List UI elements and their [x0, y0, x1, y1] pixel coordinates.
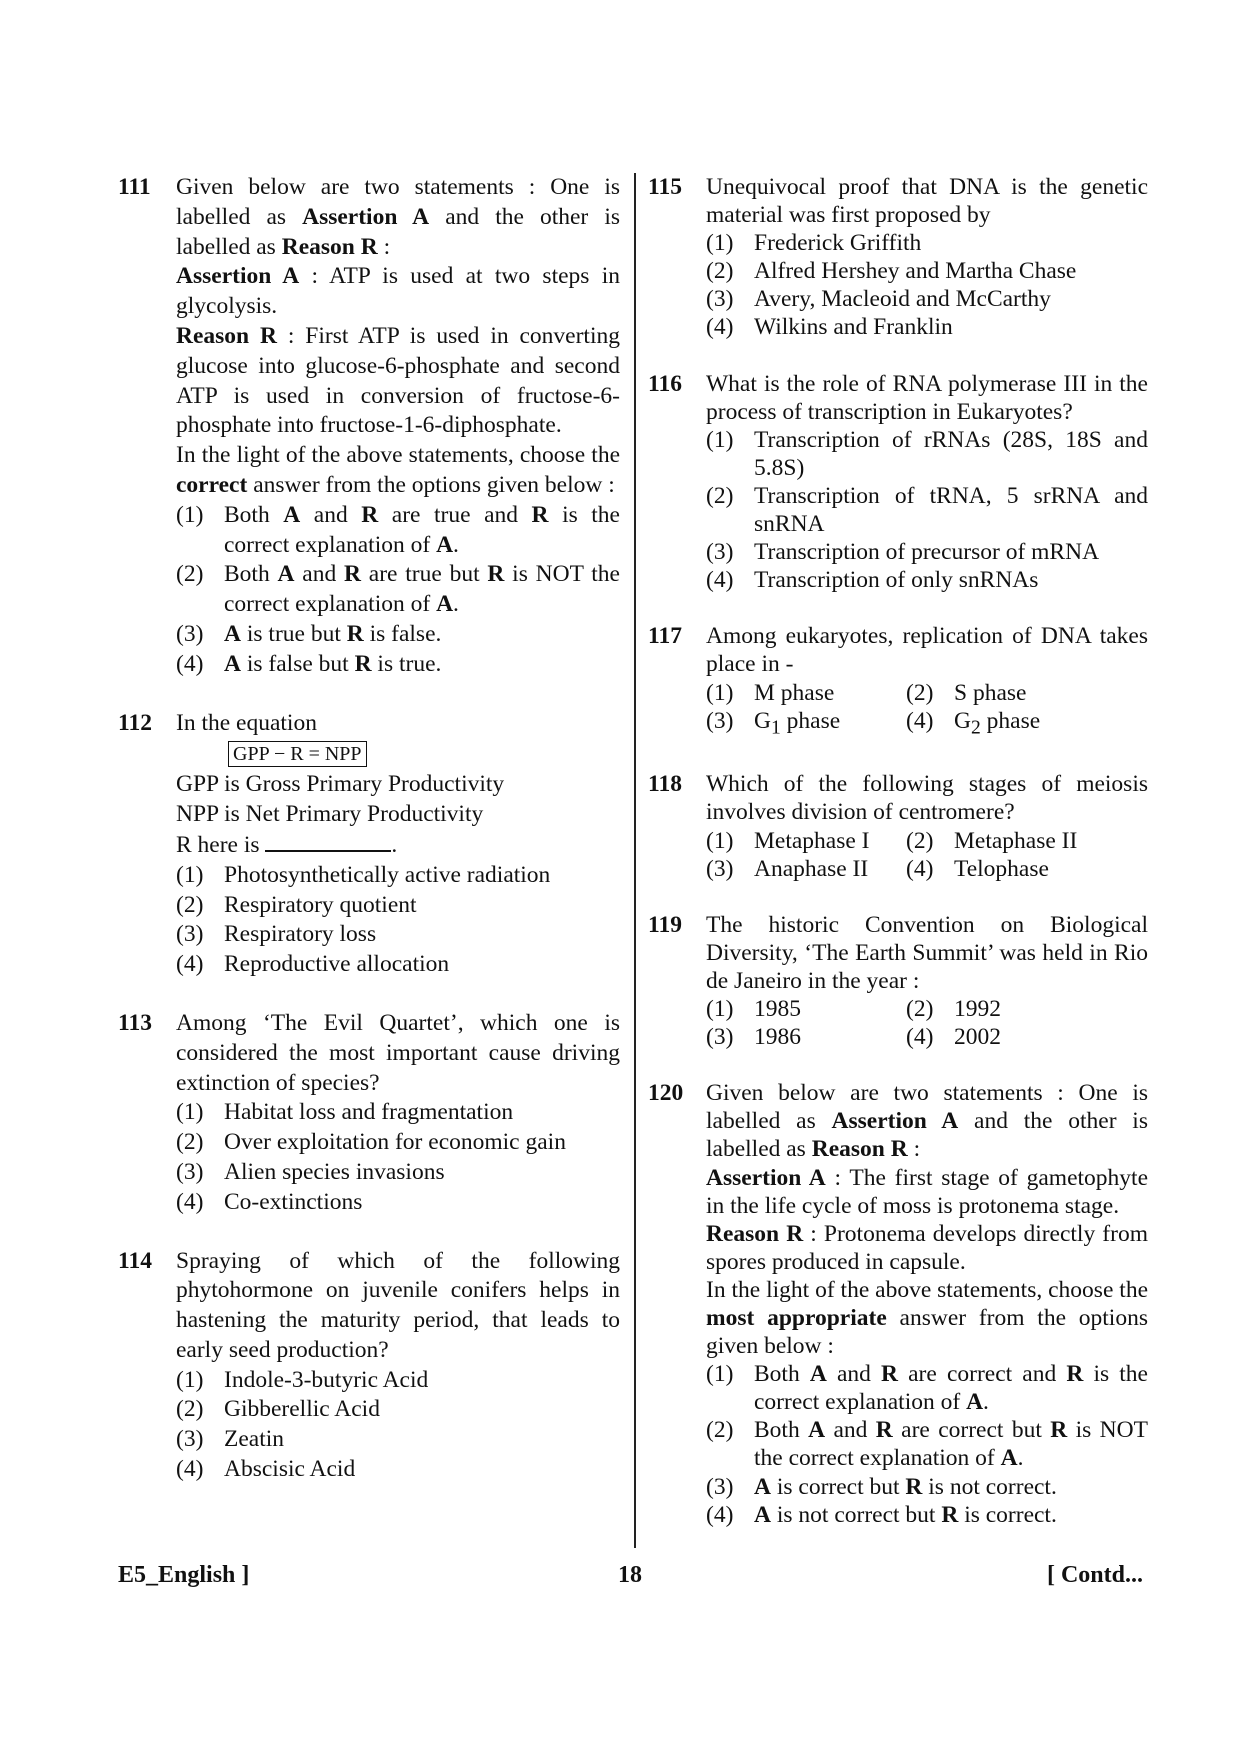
option: (4) Abscisic Acid — [176, 1456, 356, 1483]
question-112 — [118, 709, 620, 980]
question-number: 112 — [118, 709, 152, 736]
question-instruction: In the light of the above statements, choose the most appropriate answer from the options given below : — [706, 1276, 1148, 1360]
footer-page-number: 18 — [618, 1562, 642, 1588]
option: (1) Metaphase I — [706, 827, 870, 854]
option: (4) Transcription of only snRNAs — [706, 567, 1039, 594]
option: (1) Both A and R are true and R is the correct explanation of A. — [176, 501, 620, 558]
option: (1) Habitat loss and fragmentation — [176, 1099, 514, 1126]
question-119 — [648, 911, 1148, 1051]
question-number: 113 — [118, 1009, 152, 1036]
question-number: 118 — [648, 771, 682, 798]
question-number: 120 — [648, 1080, 684, 1107]
option: (3) $G_1$ phase — [706, 707, 841, 739]
option: (2) Alfred Hershey and Martha Chase — [706, 258, 1077, 285]
assertion-statement: Assertion A : ATP is used at two steps in glycolysis. — [176, 263, 620, 320]
question-number: 115 — [648, 174, 682, 200]
option: (2) Respiratory quotient — [176, 891, 417, 918]
question-stem: Among ‘The Evil Quartet’, which one is considered the most important cause driving extinction of species? — [176, 1009, 620, 1096]
option: (1) Transcription of rRNAs (28S, 18S and 5.8S) — [706, 426, 1148, 481]
question-118 — [648, 770, 1148, 882]
option: (3) A is true but R is false. — [176, 620, 442, 647]
fill-blank-line: R here is . — [176, 831, 398, 858]
option: (1) Indole-3-butyric Acid — [176, 1366, 429, 1393]
option: (4) Telophase — [906, 855, 1049, 882]
option: (3) Anaphase II — [706, 855, 869, 882]
option: (2) Transcription of tRNA, 5 srRNA and snRNA — [706, 482, 1148, 538]
option: (2) S phase — [906, 679, 1027, 706]
option: (3) Respiratory loss — [176, 921, 377, 948]
question-intro: Given below are two statements : One is labelled as Assertion A and the other is labelled as Reason R : — [706, 1080, 1148, 1163]
question-stem: In the equation — [176, 709, 317, 736]
question-120 — [648, 1079, 1148, 1529]
option: (4) Co-extinctions — [176, 1188, 363, 1215]
question-number: 111 — [118, 174, 151, 200]
question-number: 119 — [648, 911, 682, 938]
column-divider — [634, 173, 636, 1548]
question-stem: What is the role of RNA polymerase III in the process of transcription in Eukaryotes? — [706, 370, 1148, 425]
equation-box: GPP − R = NPP — [228, 741, 367, 767]
option: (2) Gibberellic Acid — [176, 1396, 380, 1423]
option: (3) Avery, Macleoid and McCarthy — [706, 286, 1051, 313]
options-grid — [706, 827, 1148, 883]
question-stem: Spraying of which of the following phytohormone on juvenile conifers helps in hastening the maturity period, that leads to early seed production? — [176, 1247, 620, 1363]
question-stem: The historic Convention on Biological Diversity, ‘The Earth Summit’ was held in Rio de Janeiro in the year : — [706, 911, 1148, 994]
option: (1) Both A and R are correct and R is the correct explanation of A. — [706, 1361, 1148, 1416]
option: (2) Over exploitation for economic gain — [176, 1129, 566, 1156]
definition-npp: NPP is Net Primary Productivity — [176, 801, 484, 828]
question-113 — [118, 1009, 620, 1218]
question-number: 117 — [648, 623, 682, 650]
option: (3) Alien species invasions — [176, 1158, 445, 1185]
question-instruction: In the light of the above statements, choose the correct answer from the options given below : — [176, 442, 620, 498]
option: (2) Both A and R are correct but R is NOT the correct explanation of A. — [706, 1417, 1148, 1472]
question-intro: Given below are two statements : One is labelled as Assertion A and the other is labelled as Reason R : — [176, 174, 620, 260]
definition-gpp: GPP is Gross Primary Productivity — [176, 771, 505, 798]
question-117 — [648, 622, 1148, 742]
option: (3) 1986 — [706, 1024, 801, 1051]
question-stem: Which of the following stages of meiosis involves division of centromere? — [706, 771, 1148, 826]
options-grid — [706, 995, 1148, 1051]
right-column — [648, 173, 1148, 1557]
option: (3) Transcription of precursor of mRNA — [706, 539, 1100, 566]
options-grid — [706, 679, 1148, 743]
question-number: 116 — [648, 370, 682, 397]
option: (1) Photosynthetically active radiation — [176, 861, 551, 888]
question-number: 114 — [118, 1247, 152, 1274]
option: (2) Both A and R are true but R is NOT the correct explanation of A. — [176, 561, 620, 618]
option: (4) A is false but R is true. — [176, 650, 442, 677]
question-111 — [118, 173, 620, 680]
option: (3) Zeatin — [176, 1426, 285, 1453]
option: (4) Wilkins and Franklin — [706, 314, 953, 341]
option: (4) A is not correct but R is correct. — [706, 1501, 1057, 1528]
question-stem: Unequivocal proof that DNA is the genetic material was first proposed by — [706, 174, 1148, 229]
assertion-statement: Assertion A : The first stage of gametophyte in the life cycle of moss is protonema stage. — [706, 1164, 1148, 1219]
reason-statement: Reason R : First ATP is used in converting glucose into glucose-6-phosphate and second ATP is used in conversion of fructose-6-phosphate into fructose-1-6-diphosphate. — [176, 322, 620, 439]
option: (4) $G_2$ phase — [906, 707, 1041, 739]
question-115 — [648, 173, 1148, 342]
option: (1) Frederick Griffith — [706, 230, 922, 257]
left-column — [118, 173, 620, 1514]
question-114 — [118, 1247, 620, 1485]
option: (1) M phase — [706, 679, 835, 706]
question-116 — [648, 370, 1148, 595]
option: (4) 2002 — [906, 1024, 1001, 1051]
footer-booklet-code: E5_English ] — [118, 1562, 250, 1588]
footer-continued: [ Contd... — [1046, 1562, 1143, 1588]
option: (2) Metaphase II — [906, 827, 1078, 854]
answer-blank — [265, 830, 391, 852]
question-stem: Among eukaryotes, replication of DNA takes place in - — [706, 623, 1148, 678]
option: (1) 1985 — [706, 996, 801, 1023]
option: (2) 1992 — [906, 996, 1001, 1023]
option: (4) Reproductive allocation — [176, 951, 450, 978]
option: (3) A is correct but R is not correct. — [706, 1473, 1057, 1500]
reason-statement: Reason R : Protonema develops directly from spores produced in capsule. — [706, 1220, 1148, 1275]
